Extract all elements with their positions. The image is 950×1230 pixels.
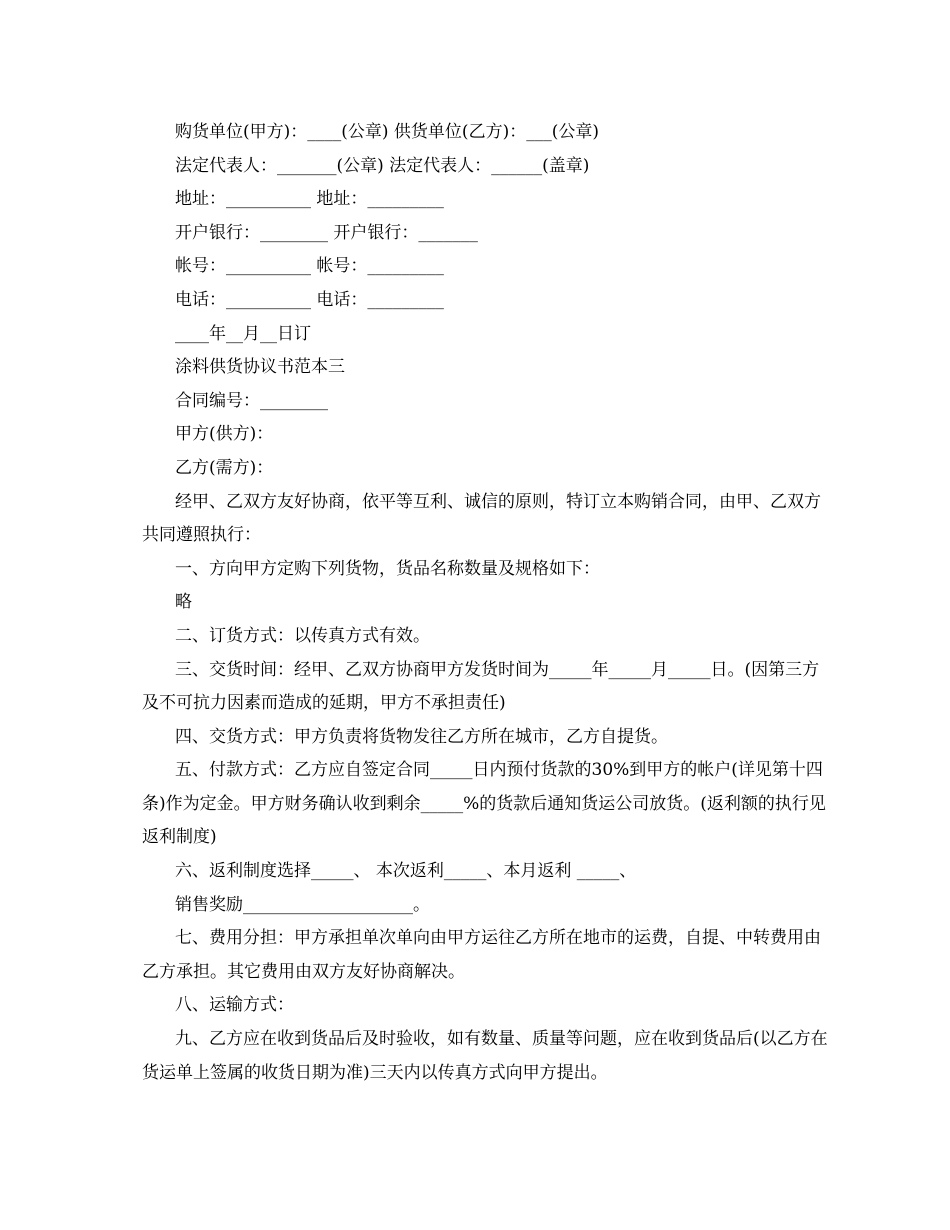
- contract-body: [142, 116, 832, 1090]
- buyer-seller-line: 购货单位(甲方)：____(公章) 供货单位(乙方)：___(公章): [175, 122, 599, 142]
- date-line: ____年__月__日订: [175, 323, 311, 344]
- clause-2-paragraph: 二、订货方式：以传真方式有效。: [175, 625, 430, 646]
- contract-number-line: 合同编号：________: [175, 390, 328, 411]
- party-a-line: 甲方(供方)：: [175, 424, 274, 445]
- clause-6-paragraph: 六、返利制度选择_____、 本次返利_____、本月返利 _____、: [175, 861, 637, 882]
- party-b-line: 乙方(需方)：: [175, 457, 274, 478]
- address-line: 地址：__________ 地址：_________: [175, 189, 444, 210]
- account-line: 帐号：__________ 帐号：_________: [175, 256, 444, 277]
- phone-line: 电话：__________ 电话：_________: [175, 289, 444, 310]
- document-title: 涂料供货协议书范本三: [175, 357, 345, 378]
- clause-9-paragraph: 九、乙方应在收到货品后及时验收，如有数量、质量等问题，应在收到货品后(以乙方在货运单上签属的收货日期为准)三天内以传真方式向甲方提出。: [142, 1029, 828, 1083]
- bank-line: 开户银行：________ 开户银行：_______: [175, 222, 478, 243]
- clause-5-paragraph: 五、付款方式：乙方应自签定合同_____日内预付货款的30%到甲方的帐户(详见第十四条)作为定金。甲方财务确认收到剩余_____%的货款后通知货运公司放货。(返利额的执行见返利制度): [142, 760, 826, 848]
- clause-1-detail: 略: [175, 592, 192, 613]
- clause-7-paragraph: 七、费用分担：甲方承担单次单向由甲方运往乙方所在地市的运费，自提、中转费用由乙方承担。其它费用由双方友好协商解决。: [142, 928, 821, 982]
- clause-1-paragraph: 一、方向甲方定购下列货物，货品名称数量及规格如下：: [175, 558, 600, 579]
- preamble-paragraph: 经甲、乙双方友好协商，依平等互利、诚信的原则，特订立本购销合同，由甲、乙双方共同遵照执行：: [142, 491, 821, 546]
- legal-representative-line: 法定代表人：_______(公章) 法定代表人：______(盖章): [175, 155, 590, 176]
- clause-4-paragraph: 四、交货方式：甲方负责将货物发往乙方所在城市，乙方自提货。: [175, 726, 668, 747]
- clause-6-sales-reward: 销售奖励____________________。: [175, 894, 430, 915]
- clause-3-paragraph: 三、交货时间：经甲、乙双方协商甲方发货时间为_____年_____月_____日。(因第三方及不可抗力因素而造成的延期，甲方不承担责任): [142, 659, 820, 714]
- clause-8-paragraph: 八、运输方式：: [175, 995, 294, 1016]
